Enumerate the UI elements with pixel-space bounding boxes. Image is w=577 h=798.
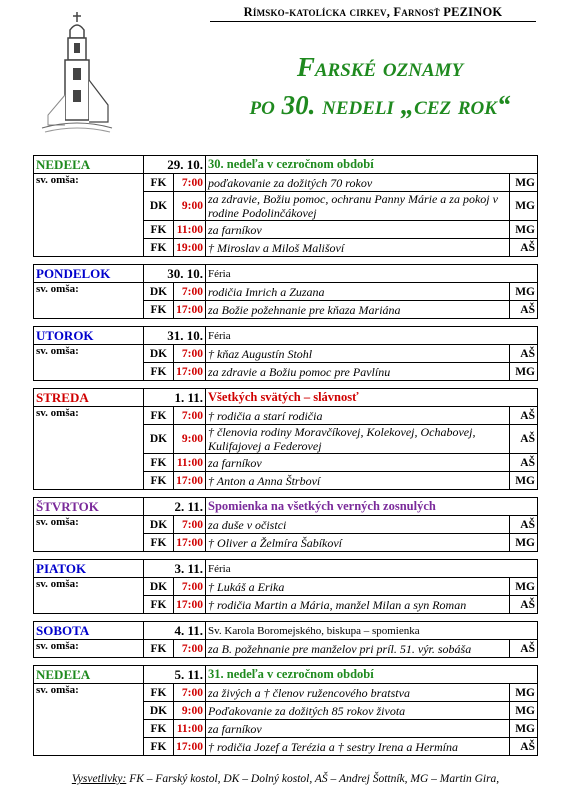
day-name: PIATOK xyxy=(34,560,144,578)
church-code: DK xyxy=(144,578,174,596)
mass-label: sv. omša: xyxy=(34,684,144,756)
day-date: 31. 10. xyxy=(144,327,206,345)
feast-title: Spomienka na všetkých verných zosnulých xyxy=(206,498,538,516)
priest-code: AŠ xyxy=(510,425,538,454)
legend xyxy=(33,773,538,785)
mass-row xyxy=(34,578,538,596)
day-block xyxy=(33,326,538,381)
mass-intention: za zdravie a Božiu pomoc pre Pavlínu xyxy=(206,363,510,381)
mass-label: sv. omša: xyxy=(34,174,144,257)
mass-intention: poďakovanie za dožitých 70 rokov xyxy=(206,174,510,192)
priest-code: AŠ xyxy=(509,596,537,614)
parish-header: Rímsko-katolícka cirkev, Farnosť PEZINOK xyxy=(210,5,536,22)
day-block xyxy=(33,388,538,490)
mass-intention: za farníkov xyxy=(206,221,510,239)
priest-code: MG xyxy=(509,192,537,221)
feast-title: Všetkých svätých – slávnosť xyxy=(206,389,538,407)
church-code: FK xyxy=(144,239,174,257)
mass-intention: za duše v očistci xyxy=(206,516,510,534)
day-block xyxy=(33,559,538,614)
mass-time: 11:00 xyxy=(174,720,206,738)
priest-code: AŠ xyxy=(509,239,537,257)
feast-title: Féria xyxy=(206,560,538,578)
church-code: FK xyxy=(144,720,174,738)
mass-label: sv. omša: xyxy=(34,283,144,319)
day-name: NEDEĽA xyxy=(34,666,144,684)
mass-time: 7:00 xyxy=(174,174,206,192)
day-block xyxy=(33,155,538,257)
priest-code: MG xyxy=(509,720,537,738)
day-date: 30. 10. xyxy=(144,265,206,283)
feast-title: Féria xyxy=(206,327,538,345)
priest-code: MG xyxy=(509,702,537,720)
page-subtitle: po 30. nedeli „cez rok“ xyxy=(249,90,511,120)
church-code: DK xyxy=(144,345,174,363)
mass-intention: † rodičia a starí rodičia xyxy=(206,407,510,425)
church-code: FK xyxy=(144,301,174,319)
mass-time: 17:00 xyxy=(174,534,206,552)
day-date: 3. 11. xyxy=(144,560,206,578)
day-name: UTOROK xyxy=(34,327,144,345)
day-date: 5. 11. xyxy=(144,666,206,684)
church-code: DK xyxy=(144,425,174,454)
church-code: FK xyxy=(144,472,174,490)
legend-text: FK – Farský kostol, DK – Dolný kostol, AŠ – Andrej Šottník, MG – Martin Gira, xyxy=(129,773,500,785)
mass-time: 17:00 xyxy=(174,738,206,756)
mass-row xyxy=(34,640,538,658)
day-name: STREDA xyxy=(34,389,144,407)
priest-code: AŠ xyxy=(509,345,537,363)
church-code: FK xyxy=(144,407,174,425)
church-code: DK xyxy=(144,192,174,221)
priest-code: AŠ xyxy=(509,738,537,756)
mass-intention: † kňaz Augustín Stohl xyxy=(206,345,510,363)
mass-row xyxy=(34,407,538,425)
church-code: DK xyxy=(144,283,174,301)
day-date: 2. 11. xyxy=(144,498,206,516)
day-name: SOBOTA xyxy=(34,622,144,640)
mass-time: 9:00 xyxy=(174,702,206,720)
priest-code: MG xyxy=(509,283,537,301)
mass-intention: † Lukáš a Erika xyxy=(206,578,510,596)
feast-title: Sv. Karola Boromejského, biskupa – spomienka xyxy=(206,622,538,640)
day-date: 29. 10. xyxy=(144,156,206,174)
church-code: FK xyxy=(144,363,174,381)
feast-title: 30. nedeľa v cezročnom období xyxy=(206,156,538,174)
mass-label: sv. omša: xyxy=(34,345,144,381)
legend-label: Vysvetlivky: xyxy=(71,773,127,785)
mass-time: 17:00 xyxy=(174,596,206,614)
day-name: PONDELOK xyxy=(34,265,144,283)
mass-time: 7:00 xyxy=(174,407,206,425)
priest-code: AŠ xyxy=(509,301,537,319)
day-block xyxy=(33,497,538,552)
mass-label: sv. omša: xyxy=(34,578,144,614)
church-tower-logo xyxy=(40,10,115,135)
priest-code: AŠ xyxy=(510,640,538,658)
mass-time: 17:00 xyxy=(174,363,206,381)
mass-intention: † rodičia Martin a Mária, manžel Milan a syn Roman xyxy=(206,596,510,614)
mass-time: 17:00 xyxy=(174,301,206,319)
mass-label: sv. omša: xyxy=(34,516,144,552)
church-code: FK xyxy=(144,640,174,658)
mass-label: sv. omša: xyxy=(34,407,144,490)
priest-code: MG xyxy=(509,684,537,702)
day-block xyxy=(33,264,538,319)
church-code: FK xyxy=(144,596,174,614)
church-code: FK xyxy=(144,684,174,702)
mass-row xyxy=(34,345,538,363)
feast-title: Féria xyxy=(206,265,538,283)
priest-code: MG xyxy=(509,578,537,596)
priest-code: MG xyxy=(509,221,537,239)
day-date: 4. 11. xyxy=(144,622,206,640)
priest-code: MG xyxy=(509,174,537,192)
mass-time: 7:00 xyxy=(174,516,206,534)
day-block xyxy=(33,665,538,756)
mass-intention: † Oliver a Želmíra Šabíkoví xyxy=(206,534,510,552)
mass-intention: za živých a † členov ružencového bratstva xyxy=(206,684,510,702)
mass-time: 9:00 xyxy=(174,425,206,454)
mass-intention: za B. požehnanie pre manželov pri príl. 51. výr. sobáša xyxy=(206,640,510,658)
feast-title: 31. nedeľa v cezročnom období xyxy=(206,666,538,684)
mass-intention: Poďakovanie za dožitých 85 rokov života xyxy=(206,702,510,720)
mass-intention: za farníkov xyxy=(206,454,510,472)
schedule xyxy=(33,155,538,763)
mass-intention: † rodičia Jozef a Terézia a † sestry Irena a Hermína xyxy=(206,738,510,756)
church-code: DK xyxy=(144,702,174,720)
mass-row xyxy=(34,174,538,192)
mass-intention: za Božie požehnanie pre kňaza Mariána xyxy=(206,301,510,319)
priest-code: AŠ xyxy=(510,407,538,425)
day-date: 1. 11. xyxy=(144,389,206,407)
church-code: FK xyxy=(144,534,174,552)
church-code: DK xyxy=(144,516,174,534)
mass-label: sv. omša: xyxy=(34,640,144,658)
day-name: ŠTVRTOK xyxy=(34,498,144,516)
mass-time: 7:00 xyxy=(174,283,206,301)
priest-code: MG xyxy=(509,363,537,381)
mass-intention: rodičia Imrich a Zuzana xyxy=(206,283,510,301)
day-name: NEDEĽA xyxy=(34,156,144,174)
mass-intention: za zdravie, Božiu pomoc, ochranu Panny Márie a za pokoj v rodine Podolinčákovej xyxy=(206,192,510,221)
church-code: FK xyxy=(144,738,174,756)
church-code: FK xyxy=(144,174,174,192)
priest-code: AŠ xyxy=(510,454,538,472)
mass-intention: † členovia rodiny Moravčíkovej, Kolekovej, Ochabovej, Kulifajovej a Federovej xyxy=(206,425,510,454)
mass-time: 7:00 xyxy=(174,578,206,596)
priest-code: MG xyxy=(510,472,538,490)
mass-intention: za farníkov xyxy=(206,720,510,738)
mass-time: 17:00 xyxy=(174,472,206,490)
priest-code: MG xyxy=(510,534,538,552)
page-title: Farské oznamy xyxy=(296,52,464,82)
priest-code: AŠ xyxy=(510,516,538,534)
mass-intention: † Miroslav a Miloš Mališoví xyxy=(206,239,510,257)
mass-intention: † Anton a Anna Štrboví xyxy=(206,472,510,490)
mass-time: 11:00 xyxy=(174,221,206,239)
mass-time: 11:00 xyxy=(174,454,206,472)
mass-time: 7:00 xyxy=(174,640,206,658)
mass-time: 7:00 xyxy=(174,684,206,702)
day-block xyxy=(33,621,538,658)
mass-time: 9:00 xyxy=(174,192,206,221)
mass-time: 7:00 xyxy=(174,345,206,363)
mass-row xyxy=(34,516,538,534)
mass-row xyxy=(34,684,538,702)
church-code: FK xyxy=(144,454,174,472)
church-code: FK xyxy=(144,221,174,239)
mass-row xyxy=(34,283,538,301)
mass-time: 19:00 xyxy=(174,239,206,257)
